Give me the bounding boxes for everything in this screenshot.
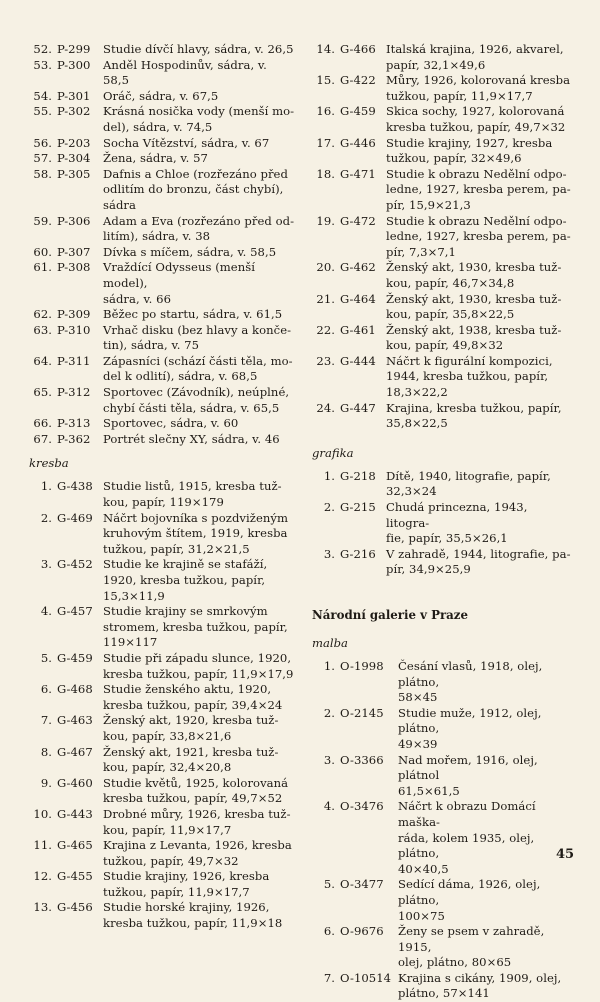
- entry-number: 4.: [40, 604, 52, 619]
- entry-description: Studie k obrazu Nedělní odpo- ledne, 1927, kresba perem, pa- pír, 7,3×7,1: [386, 213, 571, 259]
- catalog-entry: [312, 547, 574, 578]
- entry-number: 6.: [323, 924, 335, 939]
- catalog-entry: [29, 214, 295, 245]
- entry-number: 2.: [323, 500, 335, 515]
- entry-number: 12.: [33, 869, 52, 884]
- inventory-number: G-459: [57, 650, 93, 665]
- catalog-entry: [29, 58, 295, 89]
- inventory-number: G-472: [340, 213, 376, 228]
- entry-description: Drobné můry, 1926, kresba tuž- kou, papír, 11,9×17,7: [103, 806, 291, 837]
- entry-description: Anděl Hospodinův, sádra, v. 58,5: [103, 57, 267, 88]
- inventory-number: O-3477: [340, 877, 384, 892]
- entry-description: Studie horské krajiny, 1926, kresba tužkou, papír, 11,9×18: [103, 900, 283, 931]
- entry-number: 52.: [33, 42, 52, 56]
- entry-number: 9.: [40, 775, 52, 790]
- inventory-number: G-218: [340, 468, 376, 483]
- catalog-entry: [29, 776, 295, 807]
- entry-description: Žena, sádra, v. 57: [103, 151, 208, 166]
- inventory-number: G-447: [340, 400, 376, 415]
- catalog-entry: [312, 354, 574, 401]
- entry-number: 5.: [40, 650, 52, 665]
- catalog-entry: [29, 713, 295, 744]
- entry-number: 54.: [33, 88, 52, 103]
- entry-number: 3.: [323, 752, 335, 767]
- entry-description: Dítě, 1940, litografie, papír, 32,3×24: [386, 468, 551, 499]
- catalog-entry: [29, 260, 295, 307]
- entry-description: Studie krajiny se smrkovým stromem, kresba tužkou, papír, 119×117: [103, 604, 288, 650]
- entry-description: Dafnis a Chloe (rozřezáno před odlitím do bronzu, část chybí), sádra: [103, 166, 288, 212]
- entry-description: Italská krajina, 1926, akvarel, papír, 32,1×49,6: [386, 42, 564, 72]
- catalog-entry: [29, 869, 295, 900]
- catalog-entry: [312, 877, 574, 924]
- entry-description: Studie ženského aktu, 1920, kresba tužkou, papír, 39,4×24: [103, 682, 283, 712]
- inventory-number: P-309: [57, 307, 91, 322]
- inventory-number: G-465: [57, 838, 93, 853]
- catalog-entry: [312, 799, 574, 877]
- catalog-entry: [312, 706, 574, 753]
- inventory-number: P-311: [57, 353, 91, 368]
- inventory-number: G-466: [340, 42, 376, 56]
- catalog-entry: [29, 307, 295, 323]
- entry-number: 19.: [316, 213, 335, 228]
- inventory-number: G-468: [57, 682, 93, 697]
- catalog-entry: [29, 479, 295, 510]
- malba-list: [312, 659, 574, 1002]
- entry-number: 23.: [316, 353, 335, 368]
- inventory-number: P-312: [57, 385, 91, 400]
- catalog-entry: [29, 838, 295, 869]
- entry-description: Ženský akt, 1938, kresba tuž- kou, papír, 49,8×32: [386, 322, 562, 353]
- entry-number: 55.: [33, 104, 52, 119]
- catalog-entry: [29, 323, 295, 354]
- inventory-number: G-471: [340, 166, 376, 181]
- entry-number: 58.: [33, 166, 52, 181]
- entry-number: 4.: [323, 799, 335, 814]
- inventory-number: P-301: [57, 88, 91, 103]
- inventory-number: G-438: [57, 479, 93, 494]
- inventory-number: O-10514: [340, 970, 392, 985]
- entry-description: V zahradě, 1944, litografie, pa- pír, 34,9×25,9: [386, 546, 571, 577]
- entry-number: 5.: [323, 877, 335, 892]
- entry-description: Studie muže, 1912, olej, plátno, 49×39: [398, 705, 542, 751]
- entry-description: Chudá princezna, 1943, litogra- fie, papír, 35,5×26,1: [386, 500, 528, 546]
- grafika-list: [312, 469, 574, 578]
- inventory-number: P-306: [57, 213, 91, 228]
- entry-description: Můry, 1926, kolorovaná kresba tužkou, papír, 11,9×17,7: [386, 73, 571, 103]
- right-column: [312, 42, 574, 1002]
- entry-number: 24.: [316, 400, 335, 415]
- entry-description: Sportovec (Závodník), neúplné, chybí části těla, sádra, v. 65,5: [103, 385, 290, 415]
- catalog-entry: [29, 900, 295, 931]
- inventory-number: G-443: [57, 806, 93, 821]
- inventory-number: G-456: [57, 900, 93, 915]
- catalog-entry: [29, 245, 295, 261]
- left-column: [29, 42, 295, 932]
- inventory-number: G-455: [57, 869, 93, 884]
- entry-description: Sportovec, sádra, v. 60: [103, 416, 239, 431]
- entry-number: 8.: [40, 744, 52, 759]
- catalog-entry: [29, 511, 295, 558]
- inventory-number: G-446: [340, 135, 376, 150]
- entry-description: Běžec po startu, sádra, v. 61,5: [103, 307, 283, 322]
- entry-description: Vraždící Odysseus (menší model), sádra, v. 66: [103, 260, 255, 306]
- inventory-number: O-1998: [340, 659, 384, 673]
- section-heading-malba: malba: [312, 636, 348, 650]
- catalog-entry: [312, 971, 574, 1002]
- catalog-entry: [29, 42, 295, 58]
- inventory-number: G-463: [57, 713, 93, 728]
- entry-number: 65.: [33, 385, 52, 400]
- entry-number: 15.: [316, 73, 335, 88]
- catalog-entry: [29, 151, 295, 167]
- sadra-list: [29, 42, 295, 447]
- entry-number: 60.: [33, 244, 52, 259]
- inventory-number: P-307: [57, 244, 91, 259]
- catalog-entry: [312, 753, 574, 800]
- entry-description: Studie krajiny, 1927, kresba tužkou, papír, 32×49,6: [386, 135, 553, 166]
- entry-description: Česání vlasů, 1918, olej, plátno, 58×45: [398, 659, 543, 705]
- entry-description: Studie k obrazu Nedělní odpo- ledne, 1927, kresba perem, pa- pír, 15,9×21,3: [386, 166, 571, 212]
- entry-number: 3.: [40, 557, 52, 572]
- section-heading-kresba: kresba: [29, 456, 69, 471]
- catalog-entry: [312, 323, 574, 354]
- catalog-entry: [312, 924, 574, 971]
- catalog-entry: [312, 42, 574, 73]
- catalog-entry: [312, 73, 574, 104]
- entry-description: Studie krajiny, 1926, kresba tužkou, papír, 11,9×17,7: [103, 869, 270, 899]
- inventory-number: O-9676: [340, 924, 384, 939]
- entry-number: 20.: [316, 260, 335, 275]
- inventory-number: G-215: [340, 500, 376, 515]
- entry-number: 7.: [323, 970, 335, 985]
- catalog-entry: [29, 385, 295, 416]
- institution-heading: Národní galerie v Praze: [312, 608, 469, 622]
- catalog-entry: [29, 557, 295, 604]
- catalog-entry: [312, 469, 574, 500]
- entry-description: Nad mořem, 1916, olej, plátnol 61,5×61,5: [398, 752, 538, 798]
- entry-description: Studie při západu slunce, 1920, kresba tužkou, papír, 11,9×17,9: [103, 650, 294, 681]
- entry-description: Sedící dáma, 1926, olej, plátno, 100×75: [398, 877, 541, 923]
- catalog-entry: [29, 416, 295, 432]
- catalog-entry: [312, 214, 574, 261]
- catalog-entry: [312, 260, 574, 291]
- entry-number: 13.: [33, 900, 52, 915]
- catalog-entry: [29, 432, 295, 448]
- entry-description: Krajina z Levanta, 1926, kresba tužkou, papír, 49,7×32: [103, 838, 292, 868]
- catalog-entry: [312, 167, 574, 214]
- entry-description: Studie listů, 1915, kresba tuž- kou, papír, 119×179: [103, 479, 282, 510]
- inventory-number: P-203: [57, 135, 91, 150]
- inventory-number: G-457: [57, 604, 93, 619]
- inventory-number: G-469: [57, 510, 93, 525]
- entry-description: Ženský akt, 1930, kresba tuž- kou, papír, 35,8×22,5: [386, 291, 562, 322]
- catalog-entry: [29, 136, 295, 152]
- entry-description: Krásná nosička vody (menší mo- del), sádra, v. 74,5: [103, 104, 295, 134]
- catalog-entry: [312, 500, 574, 547]
- catalog-entry: [312, 659, 574, 706]
- inventory-number: P-310: [57, 322, 91, 337]
- kresba-list: [29, 479, 295, 931]
- entry-description: Socha Vítězství, sádra, v. 67: [103, 135, 270, 150]
- inventory-number: G-444: [340, 353, 376, 368]
- catalog-entry: [29, 104, 295, 135]
- page-number: 45: [556, 847, 575, 862]
- inventory-number: O-3476: [340, 799, 384, 814]
- inventory-number: P-300: [57, 57, 91, 72]
- entry-description: Ženský akt, 1921, kresba tuž- kou, papír, 32,4×20,8: [103, 744, 279, 775]
- entry-number: 53.: [33, 57, 52, 72]
- inventory-number: G-467: [57, 744, 93, 759]
- catalog-entry: [29, 167, 295, 214]
- inventory-number: P-313: [57, 416, 91, 431]
- catalog-entry: [29, 354, 295, 385]
- entry-number: 22.: [316, 322, 335, 337]
- entry-number: 1.: [323, 659, 335, 673]
- entry-description: Studie dívčí hlavy, sádra, v. 26,5: [103, 42, 294, 56]
- entry-number: 14.: [316, 42, 335, 56]
- entry-description: Ženský akt, 1930, kresba tuž- kou, papír, 46,7×34,8: [386, 260, 562, 290]
- inventory-number: P-305: [57, 166, 91, 181]
- entry-description: Oráč, sádra, v. 67,5: [103, 88, 219, 103]
- inventory-number: G-461: [340, 322, 376, 337]
- entry-number: 10.: [33, 806, 52, 821]
- inventory-number: G-459: [340, 104, 376, 119]
- inventory-number: G-462: [340, 260, 376, 275]
- inventory-number: P-362: [57, 431, 91, 446]
- inventory-number: P-304: [57, 151, 91, 166]
- entry-description: Vrhač disku (bez hlavy a konče- tin), sádra, v. 75: [103, 322, 292, 353]
- entry-description: Portrét slečny XY, sádra, v. 46: [103, 431, 280, 446]
- inventory-number: P-299: [57, 42, 91, 56]
- catalog-entry: [312, 292, 574, 323]
- inventory-number: P-308: [57, 260, 91, 275]
- entry-description: Náčrt k obrazu Domácí maška- ráda, kolem 1935, olej, plátno, 40×40,5: [398, 799, 536, 876]
- catalog-entry: [29, 807, 295, 838]
- entry-description: Skica sochy, 1927, kolorovaná kresba tužkou, papír, 49,7×32: [386, 104, 566, 134]
- catalog-entry: [312, 104, 574, 135]
- entry-description: Zápasníci (schází části těla, mo- del k odlití), sádra, v. 68,5: [103, 353, 293, 384]
- entry-number: 63.: [33, 322, 52, 337]
- entry-description: Náčrt bojovníka s pozdviženým kruhovým štítem, 1919, kresba tužkou, papír, 31,2×21,5: [103, 510, 289, 556]
- entry-number: 2.: [40, 510, 52, 525]
- entry-number: 59.: [33, 213, 52, 228]
- entry-description: Ženy se psem v zahradě, 1915, olej, plátno, 80×65: [398, 924, 545, 970]
- entry-number: 11.: [33, 838, 52, 853]
- entry-number: 16.: [316, 104, 335, 119]
- catalog-entry: [29, 682, 295, 713]
- entry-description: Náčrt k figurální kompozici, 1944, kresba tužkou, papír, 18,3×22,2: [386, 353, 553, 400]
- catalog-entry: [312, 136, 574, 167]
- catalog-entry: [312, 401, 574, 432]
- catalog-entry: [29, 651, 295, 682]
- inventory-number: O-2145: [340, 705, 384, 720]
- catalog-entry: [29, 604, 295, 651]
- entry-number: 67.: [33, 431, 52, 446]
- entry-number: 1.: [40, 479, 52, 494]
- entry-number: 64.: [33, 353, 52, 368]
- inventory-number: O-3366: [340, 752, 384, 767]
- entry-number: 1.: [323, 468, 335, 483]
- section-heading-grafika: grafika: [312, 445, 354, 460]
- entry-number: 62.: [33, 307, 52, 322]
- entry-description: Adam a Eva (rozřezáno před od- litím), sádra, v. 38: [103, 213, 295, 244]
- entry-description: Dívka s míčem, sádra, v. 58,5: [103, 244, 277, 259]
- inventory-number: P-302: [57, 104, 91, 119]
- entry-number: 17.: [316, 135, 335, 150]
- entry-number: 61.: [33, 260, 52, 275]
- inventory-number: G-216: [340, 546, 376, 561]
- entry-number: 6.: [40, 682, 52, 697]
- entry-description: Ženský akt, 1920, kresba tuž- kou, papír, 33,8×21,6: [103, 713, 279, 743]
- entry-number: 21.: [316, 291, 335, 306]
- catalog-entry: [29, 745, 295, 776]
- entry-description: Studie květů, 1925, kolorovaná kresba tužkou, papír, 49,7×52: [103, 775, 289, 806]
- inventory-number: G-422: [340, 73, 376, 88]
- entry-number: 7.: [40, 713, 52, 728]
- inventory-number: G-452: [57, 557, 93, 572]
- entry-number: 3.: [323, 546, 335, 561]
- entry-number: 57.: [33, 151, 52, 166]
- entry-number: 66.: [33, 416, 52, 431]
- inventory-number: G-460: [57, 775, 93, 790]
- entry-number: 56.: [33, 135, 52, 150]
- kresba-continued-list: [312, 42, 574, 432]
- entry-number: 2.: [323, 705, 335, 720]
- entry-description: Studie ke krajině se stafáží, 1920, kresba tužkou, papír, 15,3×11,9: [103, 557, 268, 603]
- entry-description: Krajina, kresba tužkou, papír, 35,8×22,5: [386, 400, 562, 431]
- entry-number: 18.: [316, 166, 335, 181]
- catalog-entry: [29, 89, 295, 105]
- inventory-number: G-464: [340, 291, 376, 306]
- entry-description: Krajina s cikány, 1909, olej, plátno, 57×141: [398, 970, 562, 1001]
